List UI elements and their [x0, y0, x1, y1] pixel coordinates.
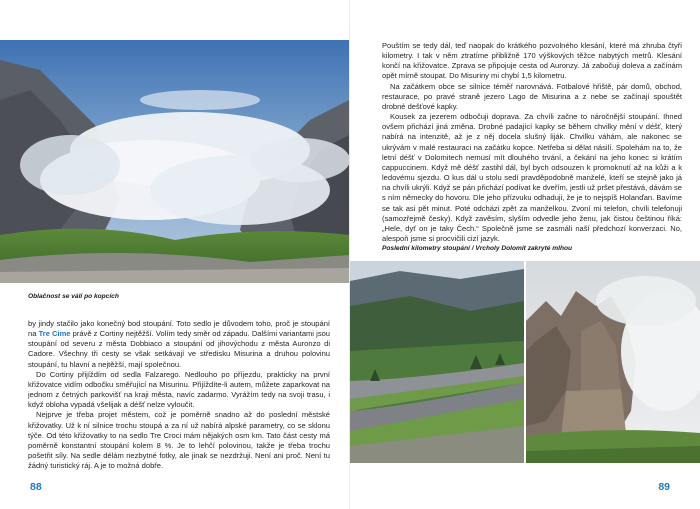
- paragraph-text: právě z Cortiny nejtěžší. Volím tedy směr od západu. Dalšími variantami jsou stoupání od severu z města Dobbiaco a stoupání od jihovýchodu z města Auronzo di Cadore. Všechny tři cesty se však setkávají ve středisku Misurina a druhou polovinu stoupání, tu hlavní a nejtěžší, mají společnou.: [28, 329, 330, 369]
- right-body-text: [382, 41, 682, 244]
- left-body-text: [28, 319, 330, 471]
- paragraph: [28, 319, 330, 370]
- winding-road-photo: [350, 261, 524, 463]
- page-number-right: 89: [658, 481, 670, 493]
- mountain-clouds-photo: [0, 40, 349, 283]
- right-page: [350, 0, 700, 509]
- page-number-left: 88: [30, 481, 42, 493]
- tre-cime-highlight: Tre Cime: [38, 329, 71, 339]
- paragraph: Do Cortiny přijíždím od sedla Falzarego. Nedlouho po příjezdu, prakticky na první křižovatce vidím odbočku směřující na Misurinu. Přijíždíte-li autem, můžete zaparkovat na jednom z četných parkovišť na kraji města, navíc zadarmo. Vyrážím tedy na svoji trasu, i když obloha vypadá všelijak a déšť nelze vyloučit.: [28, 369, 330, 410]
- right-photo-caption: Poslední kilometry stoupání / Vrcholy Dolomit zakryté mlhou: [382, 245, 573, 252]
- paragraph-text: by jindy stačilo jako konečný bod stoupání. Toto sedlo je důvodem toho, proč je stoupání na: [28, 319, 330, 339]
- paragraph: Nejprve je třeba projet městem, což je poměrně snadno až do poslední městské křižovatky. Už k ní silnice trochu stoupá a za ní už nabírá alpské parametry, co se sklonu týče. Od této křižovatky to na sedlo Tre Croci mám nějakých osm km. Tato část cesty má poměrně konstantní stoupání kolem 8 %. Je to lehčí polovinou, takže je třeba trochu pošetřit síly. Na sedle délám nezbytné fotky, ale jinak se nezdržuji. Není ani proč. Není tu žádný turistický ráj. A je to možná dobře.: [28, 410, 330, 471]
- paragraph: Na začátkem obce se silnice téměř narovnává. Fotbalové hřiště, pár domů, obchod, restaurace, po pravé straně jezero Lago de Misurina a z nebe se začínají spouštět drobné dešťové kapky.: [382, 81, 682, 111]
- paragraph: Kousek za jezerem odbočuji doprava. Za chvíli začne to náročnější stoupání. Ihned ovšem přichází jiná změna. Drobné padající kapky se během chvilky mění v déšť, který nabírá na intenzitě, až je z něj docela slušný liják. Chvilku váhám, ale nakonec se ukrývám v malé restauraci na začátku kopce. Netřeba si dělat násilí. Spolehám na to, že letní déšť v Dolomitech nemusí mít dlouhého trvání, a čekání na jeho konec si krátím cappuccinem. Když mě déšť zastihl dál, byl bych odsouzen k promoknutí až na kůži a k ledovému sjezdu. O kus dál u stolu sedí pravděpodobně manželé, kteří se stejně jako já na chvíli ukrýli. Když se pán přichází podívat ke dveřím, jestli už pršet přestává, dávám se s ním německy do hovoru. Dle jeho přízvuku odhaduji, že je to nejspíš Holanďan. Bavíme se tak asi pět minut. Poté odcházi zpět za manželkou. Zvoní mi telefon, chvíli telefonuji (samozřejmě česky). Když zavěsím, slyším odvedle jeho ženu, jak čistou češtinou říká: „Hele, dyť on je taky Čech.“ Společně jsme se zasmáli naší předchozí konverzaci. No, alespoň jsme si procvičili cizí jazyk.: [382, 112, 682, 243]
- paragraph: Pouštím se tedy dál, teď naopak do krátkého pozvolného klesání, které má zhruba čtyři kilometry. I tak v něm ztratíme přibližně 170 výškových těžce nabytých metrů. Klesání končí na křižovatce. Zprava se připojuje cesta od Auronzy. Já zabočuji doleva a začínám opět mírně stoupat. Do Misuriny mi chybí 1,5 kilometru.: [382, 41, 682, 81]
- rock-peaks-fog-photo: [526, 261, 700, 463]
- left-photo-caption: Oblačnost se válí po kopcích: [28, 293, 119, 300]
